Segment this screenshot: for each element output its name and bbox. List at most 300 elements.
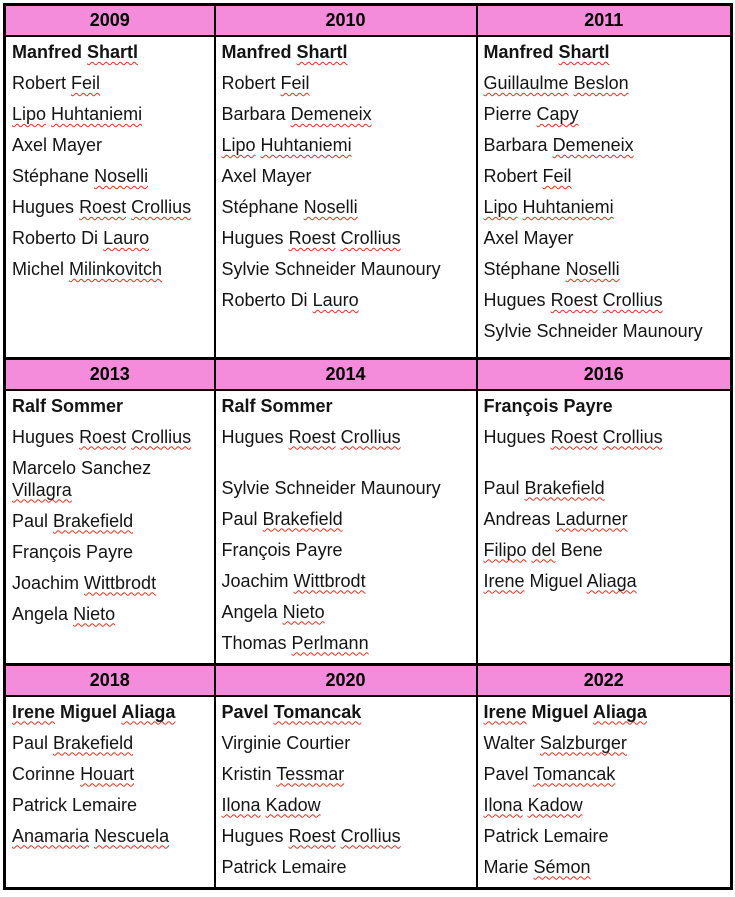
name-word-misspelled: Crollius [602, 290, 663, 310]
name-word-misspelled: Perlmann [291, 632, 369, 653]
name-entry [484, 227, 728, 249]
name-line [12, 103, 211, 125]
name-word-misspelled: Houart [80, 763, 135, 784]
name-entry [12, 457, 211, 501]
name-word: Robert [12, 73, 67, 93]
name-line [12, 479, 211, 501]
name-word-misspelled: Shartl [558, 42, 610, 62]
name-word: Schneider [536, 321, 618, 341]
name-word-misspelled: Sémon [533, 856, 591, 877]
name-word-misspelled: Brakefield [53, 732, 134, 753]
year-header-2014: 2014 [215, 358, 477, 390]
name-word: François [221, 539, 291, 560]
name-word: Payre [86, 541, 134, 562]
name-word: Hugues [483, 426, 546, 447]
name-word: Hugues [483, 290, 546, 310]
name-word: Angela [12, 603, 69, 624]
name-line [222, 825, 473, 847]
name-word: Robert [483, 166, 538, 186]
name-word: Joachim [12, 572, 80, 593]
name-word: Barbara [221, 104, 286, 124]
name-entry [222, 570, 473, 592]
name-line [222, 395, 473, 417]
name-entry [222, 165, 473, 187]
name-word-misspelled: Nieto [73, 603, 116, 624]
name-line [12, 572, 211, 594]
name-word-misspelled: Shartl [87, 42, 139, 62]
name-line [12, 41, 211, 63]
name-entry [222, 763, 473, 785]
year-header-2011: 2011 [477, 5, 732, 37]
name-line [222, 258, 473, 280]
name-line [484, 227, 728, 249]
name-word-misspelled: Salzburger [539, 732, 627, 753]
name-line [222, 701, 473, 723]
name-entry [484, 856, 728, 878]
name-entry [12, 165, 211, 187]
name-line [484, 732, 728, 754]
name-word: Paul [12, 732, 49, 753]
name-entry [484, 103, 728, 125]
name-line [222, 732, 473, 754]
names-cell-2014 [215, 390, 477, 665]
name-word-misspelled: Noselli [565, 259, 620, 279]
name-entry [484, 72, 728, 94]
name-line [484, 539, 728, 561]
name-word: Patrick [483, 825, 539, 846]
name-word: Lemaire [281, 856, 347, 877]
name-line [222, 227, 473, 249]
name-word: Maunoury [622, 321, 703, 341]
names-cell-2011 [477, 36, 732, 358]
name-entry [12, 794, 211, 816]
name-line [484, 395, 728, 417]
name-word-misspelled: Roest [288, 426, 336, 447]
name-word-misspelled: Crollius [131, 426, 192, 447]
name-word: Manfred [221, 42, 292, 62]
name-word-misspelled: Wittbrodt [293, 570, 366, 591]
name-entry [484, 701, 728, 723]
name-line [484, 856, 728, 878]
name-word: Walter [483, 732, 535, 753]
name-word-misspelled: Tessmar [276, 763, 345, 784]
name-word-misspelled: Roest [288, 825, 336, 846]
year-header-2009: 2009 [5, 5, 215, 37]
name-word: Manfred [12, 42, 83, 62]
name-word: Hugues [221, 825, 284, 846]
name-entry [484, 41, 728, 63]
name-word: Stéphane [12, 166, 90, 186]
name-word-misspelled: Huhtaniemi [260, 135, 352, 155]
name-entry [484, 763, 728, 785]
name-entry [12, 732, 211, 754]
names-cell-2010 [215, 36, 477, 358]
name-entry [222, 601, 473, 623]
name-entry [484, 732, 728, 754]
name-word-misspelled: Ilona [483, 794, 523, 815]
name-entry [12, 603, 211, 625]
name-word: Pavel [483, 763, 529, 784]
name-word-misspelled: Nieto [282, 601, 325, 622]
name-word-misspelled: Feil [280, 73, 310, 93]
name-line [484, 103, 728, 125]
name-line [484, 134, 728, 156]
name-entry [222, 196, 473, 218]
name-word: Michel [12, 259, 65, 279]
name-word-misspelled: Lipo [221, 135, 256, 155]
name-line [222, 41, 473, 63]
name-line [484, 320, 728, 342]
name-word-misspelled: Tomancak [273, 701, 362, 722]
name-word-misspelled: Huhtaniemi [522, 197, 614, 217]
blank-line [484, 457, 728, 468]
name-entry [484, 289, 728, 311]
name-word-misspelled: Crollius [340, 825, 401, 846]
name-entry [12, 258, 211, 280]
name-word-misspelled: Beslon [573, 73, 629, 93]
name-entry [222, 856, 473, 878]
name-word: Maunoury [360, 477, 441, 498]
name-entry [484, 258, 728, 280]
year-names-table [3, 3, 733, 890]
name-entry [12, 510, 211, 532]
name-word-misspelled: Lauro [103, 228, 150, 248]
name-line [484, 41, 728, 63]
name-entry [12, 196, 211, 218]
name-word-misspelled: Aliaga [121, 701, 176, 722]
names-cell-2009 [5, 36, 215, 358]
name-word-misspelled: Kadow [527, 794, 583, 815]
name-entry [484, 134, 728, 156]
name-word: Sanchez [81, 457, 152, 478]
name-entry [12, 134, 211, 156]
name-word-misspelled: Tomancak [533, 763, 616, 784]
name-line [12, 165, 211, 187]
name-word-misspelled: Irene [483, 701, 527, 722]
year-header-2020: 2020 [215, 664, 477, 696]
name-word: Sylvie [221, 477, 270, 498]
name-word-misspelled: Irene [483, 570, 525, 591]
name-word-misspelled: Huhtaniemi [51, 104, 143, 124]
name-word: Sommer [51, 395, 124, 416]
name-entry [12, 541, 211, 563]
name-word: Barbara [483, 135, 548, 155]
name-word: Axel [221, 166, 257, 186]
name-word-misspelled: Ladurner [555, 508, 628, 529]
name-line [484, 570, 728, 592]
name-word: Mayer [52, 135, 103, 155]
names-row [5, 36, 732, 358]
name-word: Pavel [221, 701, 269, 722]
name-word-misspelled: Brakefield [53, 510, 134, 531]
name-word-misspelled: Milinkovitch [69, 259, 163, 279]
name-word-misspelled: Roest [550, 290, 598, 310]
name-line [222, 196, 473, 218]
name-entry [484, 320, 728, 342]
name-entry [484, 508, 728, 530]
name-line [484, 477, 728, 499]
name-entry [12, 227, 211, 249]
name-line [484, 196, 728, 218]
names-cell-2013 [5, 390, 215, 665]
name-word-misspelled: Lipo [12, 104, 47, 124]
name-line [12, 457, 211, 479]
name-word: Miguel [531, 701, 589, 722]
name-line [222, 165, 473, 187]
name-entry [222, 539, 473, 561]
year-header-row [5, 5, 732, 37]
name-line [12, 196, 211, 218]
name-word-misspelled: Noselli [303, 197, 358, 217]
name-entry [12, 572, 211, 594]
name-line [222, 477, 473, 499]
name-line [484, 701, 728, 723]
name-entry [222, 227, 473, 249]
name-word: Miguel [529, 570, 583, 591]
name-word-misspelled: Shartl [296, 42, 348, 62]
name-word: Stéphane [221, 197, 299, 217]
names-cell-2020 [215, 696, 477, 889]
name-line [12, 794, 211, 816]
name-entry [484, 794, 728, 816]
name-word: Joachim [221, 570, 289, 591]
name-word-misspelled: Feil [71, 73, 101, 93]
name-word: Schneider [274, 259, 356, 279]
name-word-misspelled: Crollius [131, 197, 192, 217]
table-body [5, 5, 732, 889]
name-line [12, 426, 211, 448]
name-word: Andreas [483, 508, 551, 529]
name-entry [12, 426, 211, 448]
name-word-misspelled: Wittbrodt [84, 572, 157, 593]
year-header-2016: 2016 [477, 358, 732, 390]
name-line [12, 258, 211, 280]
name-word: Hugues [12, 197, 75, 217]
name-line [484, 165, 728, 187]
names-cell-2016 [477, 390, 732, 665]
name-line [12, 510, 211, 532]
name-word-misspelled: Crollius [340, 228, 401, 248]
name-word-misspelled: Crollius [602, 426, 663, 447]
name-line [484, 508, 728, 530]
name-word-misspelled: Aliaga [586, 570, 637, 591]
name-word: Payre [563, 395, 613, 416]
name-entry [12, 701, 211, 723]
name-line [222, 289, 473, 311]
name-line [222, 539, 473, 561]
name-word: Lemaire [72, 794, 138, 815]
name-word: Sylvie [483, 321, 532, 341]
name-line [484, 258, 728, 280]
name-word: Roberto [221, 290, 286, 310]
name-entry [484, 825, 728, 847]
name-entry [12, 825, 211, 847]
name-entry [222, 825, 473, 847]
name-word-misspelled: Kadow [265, 794, 321, 815]
name-word: Marie [483, 856, 529, 877]
year-header-2013: 2013 [5, 358, 215, 390]
year-header-2010: 2010 [215, 5, 477, 37]
name-word: Ralf [12, 395, 47, 416]
name-line [12, 541, 211, 563]
name-entry [222, 289, 473, 311]
name-word: Mayer [261, 166, 312, 186]
name-word-misspelled: Villagra [12, 479, 72, 500]
name-word: Virginie [221, 732, 282, 753]
name-word-misspelled: Roest [550, 426, 598, 447]
name-word-misspelled: Ilona [221, 794, 261, 815]
name-word-misspelled: Demeneix [290, 104, 372, 124]
name-word: Di [290, 290, 308, 310]
name-entry [484, 477, 728, 499]
name-entry [12, 72, 211, 94]
name-word: Axel [483, 228, 519, 248]
name-entry [222, 426, 473, 448]
year-header-2018: 2018 [5, 664, 215, 696]
name-entry [12, 763, 211, 785]
name-line [12, 701, 211, 723]
name-entry [222, 72, 473, 94]
name-word: Manfred [483, 42, 554, 62]
name-word-misspelled: Filipo [483, 539, 527, 560]
name-word: Paul [221, 508, 258, 529]
name-word: Paul [12, 510, 49, 531]
name-line [484, 426, 728, 448]
name-word: Angela [221, 601, 278, 622]
name-entry [222, 701, 473, 723]
name-line [12, 603, 211, 625]
name-line [12, 134, 211, 156]
name-word: Stéphane [483, 259, 561, 279]
name-word: Sommer [260, 395, 333, 416]
name-word: Lemaire [543, 825, 609, 846]
name-word-misspelled: Brakefield [524, 477, 605, 498]
name-word: Schneider [274, 477, 356, 498]
name-line [12, 72, 211, 94]
name-line [484, 289, 728, 311]
name-word: Patrick [12, 794, 68, 815]
name-entry [222, 477, 473, 499]
name-word: Di [81, 228, 99, 248]
name-line [12, 763, 211, 785]
name-word: Thomas [221, 632, 287, 653]
name-word-misspelled: Guillaulme [483, 73, 569, 93]
name-entry [484, 426, 728, 448]
name-line [222, 763, 473, 785]
name-entry [484, 395, 728, 417]
name-entry [484, 165, 728, 187]
name-line [222, 601, 473, 623]
name-line [484, 763, 728, 785]
name-line [12, 732, 211, 754]
name-word: Paul [483, 477, 520, 498]
names-row [5, 696, 732, 889]
name-word: Courtier [286, 732, 351, 753]
name-word: Miguel [60, 701, 118, 722]
name-word-misspelled: Nescuela [94, 825, 170, 846]
name-line [484, 794, 728, 816]
name-entry [222, 794, 473, 816]
name-word: Hugues [221, 228, 284, 248]
name-entry [222, 457, 473, 468]
name-word-misspelled: Noselli [94, 166, 149, 186]
name-word-misspelled: del [531, 539, 556, 560]
name-line [222, 570, 473, 592]
name-word-misspelled: Anamaria [12, 825, 90, 846]
name-word-misspelled: Lauro [312, 290, 359, 310]
name-word: Maunoury [360, 259, 441, 279]
name-line [222, 856, 473, 878]
name-entry [484, 570, 728, 592]
name-word-misspelled: Demeneix [552, 135, 634, 155]
name-line [484, 72, 728, 94]
name-entry [222, 632, 473, 654]
name-entry [222, 134, 473, 156]
year-header-2022: 2022 [477, 664, 732, 696]
blank-line [222, 457, 473, 468]
names-row [5, 390, 732, 665]
name-word: Patrick [221, 856, 277, 877]
name-entry [222, 258, 473, 280]
year-header-row [5, 358, 732, 390]
name-word: Hugues [12, 426, 75, 447]
name-line [222, 134, 473, 156]
name-word: Pierre [483, 104, 532, 124]
name-word: Ralf [221, 395, 256, 416]
name-word-misspelled: Crollius [340, 426, 401, 447]
name-line [222, 794, 473, 816]
name-word: Bene [560, 539, 603, 560]
name-word-misspelled: Feil [542, 166, 572, 186]
name-word: François [12, 541, 82, 562]
name-line [222, 508, 473, 530]
name-word: Mayer [523, 228, 574, 248]
name-word: François [483, 395, 559, 416]
name-entry [12, 395, 211, 417]
name-word-misspelled: Aliaga [592, 701, 647, 722]
name-entry [222, 395, 473, 417]
name-word: Axel [12, 135, 48, 155]
name-word: Robert [221, 73, 276, 93]
name-word-misspelled: Capy [536, 104, 579, 124]
name-word: Hugues [221, 426, 284, 447]
name-line [222, 426, 473, 448]
name-word: Kristin [221, 763, 272, 784]
name-entry [12, 103, 211, 125]
names-cell-2022 [477, 696, 732, 889]
name-word-misspelled: Roest [79, 426, 127, 447]
name-entry [484, 196, 728, 218]
name-entry [484, 457, 728, 468]
name-word-misspelled: Irene [12, 701, 56, 722]
name-entry [222, 41, 473, 63]
name-entry [222, 103, 473, 125]
name-word: Sylvie [221, 259, 270, 279]
name-word-misspelled: Roest [79, 197, 127, 217]
name-entry [484, 539, 728, 561]
name-line [222, 632, 473, 654]
name-word: Corinne [12, 763, 76, 784]
name-line [12, 227, 211, 249]
year-header-row [5, 664, 732, 696]
name-word-misspelled: Brakefield [262, 508, 343, 529]
name-line [222, 72, 473, 94]
name-word: Roberto [12, 228, 77, 248]
names-cell-2018 [5, 696, 215, 889]
name-entry [222, 508, 473, 530]
name-line [12, 825, 211, 847]
name-line [12, 395, 211, 417]
